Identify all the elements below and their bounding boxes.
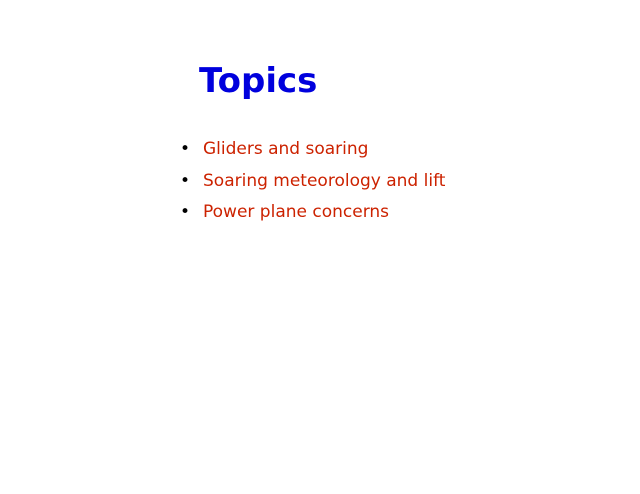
topic-label: Soaring meteorology and lift xyxy=(203,170,446,191)
topic-label: Gliders and soaring xyxy=(203,139,369,159)
topic-label: Power plane concerns xyxy=(203,202,390,222)
slide-title: Topics xyxy=(199,61,318,101)
list-item xyxy=(180,168,445,200)
bullet-icon: • xyxy=(180,202,191,222)
list-item xyxy=(180,199,445,231)
bullet-icon: • xyxy=(180,139,191,159)
bullet-icon: • xyxy=(180,170,191,191)
topic-list xyxy=(180,136,445,231)
list-item xyxy=(180,136,445,168)
